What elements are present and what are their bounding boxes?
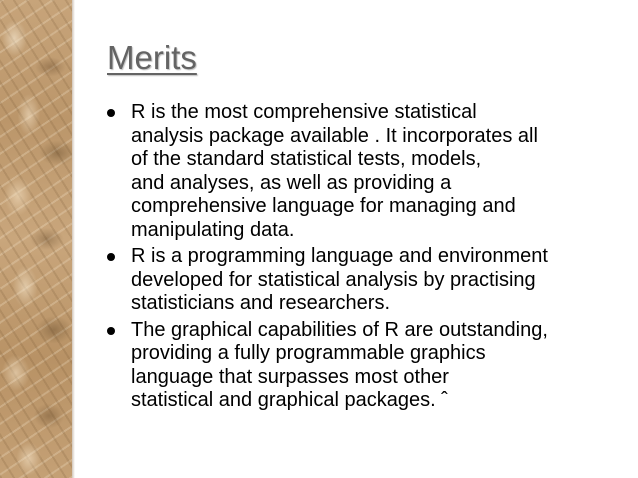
bullet-text: The graphical capabilities of R are outstanding, providing a fully programmable graphics language that surpasses most other statistical and graphical packages. ˆ: [131, 318, 548, 411]
bullet-dot-icon: [107, 327, 115, 335]
bullet-text: R is a programming language and environment developed for statistical analysis by practising statisticians and researchers.: [131, 245, 548, 314]
crumpled-paper-decoration: [0, 0, 72, 478]
bullet-list: [107, 101, 627, 416]
paper-edge-shadow: [72, 0, 75, 478]
bullet-item: [107, 245, 627, 316]
bullet-dot-icon: [107, 253, 115, 261]
bullet-item: [107, 319, 627, 413]
slide-title: Merits: [107, 39, 197, 76]
bullet-dot-icon: [107, 109, 115, 117]
bullet-text: R is the most comprehensive statistical analysis package available . It incorporates all of the standard statistical tests, models, and analyses, as well as providing a comprehensive language for managing and manipulating data.: [131, 101, 538, 241]
bullet-item: [107, 101, 627, 242]
